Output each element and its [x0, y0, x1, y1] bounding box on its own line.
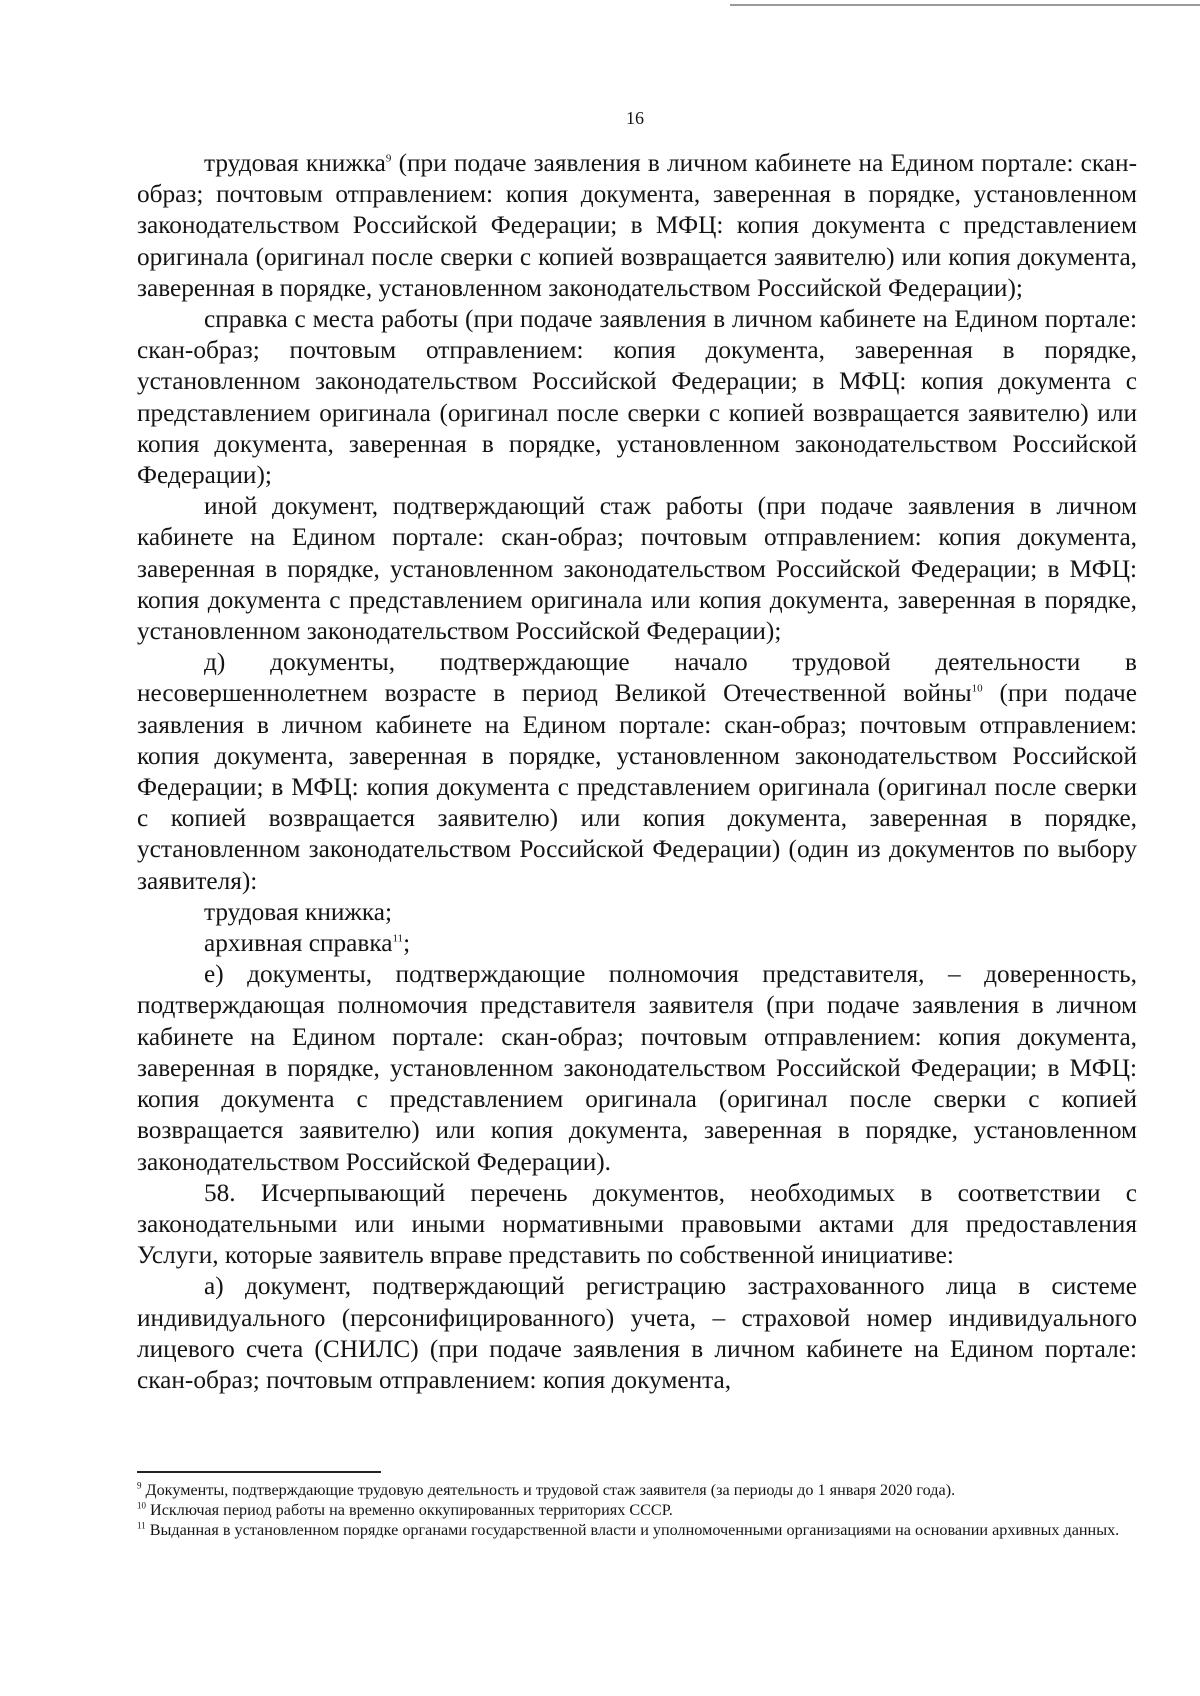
paragraph-text: архивная справка [204, 929, 393, 958]
footnote-9 [137, 1480, 1137, 1500]
paragraph-text: (при подаче заявления в личном кабинете на Едином портале: скан-образ; почтовым отправлением: копия документа, заверенная в порядке, установленном законодательством Российской Федерации; в МФЦ: копия документа с представлением оригинала (оригинал после сверки с копией возвращается заявителю) или копия документа, заверенная в порядке, установленном законодательством Российской Федерации) (один из документов по выбору заявителя): [137, 679, 1138, 895]
footnote-text: Исключая период работы на временно оккупированных территориях СССР. [146, 1501, 673, 1519]
page-number: 16 [626, 108, 644, 128]
footnote-number: 11 [137, 1520, 146, 1531]
footnote-text: Выданная в установленном порядке органами государственной власти и уполномоченными организациями на основании архивных данных. [145, 1521, 1120, 1539]
footnote-number: 10 [137, 1500, 146, 1511]
paragraph-text: ; [403, 929, 411, 958]
list-item-labor-book: трудовая книжка; [204, 897, 393, 926]
paragraph-text: трудовая книжка [204, 149, 386, 177]
document-body [137, 148, 1137, 1396]
paragraph-labor-book [137, 148, 1137, 304]
paragraph-other-document: иной документ, подтверждающий стаж работы (при подаче заявления в личном кабинете на Едином портале: скан-образ; почтовым отправлением: копия документа, заверенная в порядке, установленном законодательством Российской Федерации; в МФЦ: копия документа с представлением оригинала или копия документа, заверенная в порядке, установленном законодательством Российской Федерации); [137, 492, 1137, 646]
paragraph-text: (при подаче заявления в личном кабинете на Едином портале: скан-образ; почтовым отправлением: копия документа, заверенная в порядке, установленном законодательством Российской Федерации; в МФЦ: копия документа с представлением оригинала (оригинал после сверки с копией возвращается заявителю) или копия документа, заверенная в порядке, установленном законодательством Российской Федерации); [137, 149, 1137, 302]
footnote-number: 9 [137, 1480, 142, 1491]
footnote-10 [137, 1500, 1137, 1520]
footnote-ref[interactable]: 11 [392, 932, 404, 945]
paragraph-item-d [137, 647, 1137, 897]
footnote-separator [137, 1471, 381, 1473]
paragraph-item-e: е) документы, подтверждающие полномочия представителя, – доверенность, подтверждающая полномочия представителя заявителя (при подаче заявления в личном кабинете на Едином портале: скан-образ; почтовым отправлением: копия документа, заверенная в порядке, установленном законодательством Российской Федерации; в МФЦ: копия документа с представлением оригинала (оригинал после сверки с копией возвращается заявителю) или копия документа, заверенная в порядке, установленном законодательством Российской Федерации). [137, 960, 1137, 1176]
footnote-text: Документы, подтверждающие трудовую деятельность и трудовой стаж заявителя (за периоды до 1 января 2020 года). [141, 1481, 956, 1499]
paragraph-work-certificate: справка с места работы (при подаче заявления в личном кабинете на Едином портале: скан-образ; почтовым отправлением: копия документа, заверенная в порядке, установленном законодательством Российской Федерации; в МФЦ: копия документа с представлением оригинала (оригинал после сверки с копией возвращается заявителю) или копия документа, заверенная в порядке, установленном законодательством Российской Федерации); [137, 305, 1137, 490]
paragraph-text: д) документы, подтверждающие начало трудовой деятельности в несовершеннолетнем возрасте в период Великой Отечественной войны [137, 648, 1137, 708]
footnote-ref[interactable]: 9 [385, 152, 392, 165]
footnote-ref[interactable]: 10 [971, 683, 983, 696]
paragraph-clause-58: 58. Исчерпывающий перечень документов, необходимых в соответствии с законодательными или иными нормативными правовыми актами для предоставления Услуги, которые заявитель вправе представить по собственной инициативе: [137, 1178, 1137, 1270]
list-item-archive-certificate [137, 928, 1137, 959]
footnotes [137, 1480, 1137, 1540]
paragraph-item-a: а) документ, подтверждающий регистрацию застрахованного лица в системе индивидуального (персонифицированного) учета, – страховой номер индивидуального лицевого счета (СНИЛС) (при подаче заявления в личном кабинете на Едином портале: скан-образ; почтовым отправлением: копия документа, [137, 1272, 1137, 1394]
top-edge-rule [730, 4, 1200, 6]
footnote-11 [137, 1520, 1137, 1540]
